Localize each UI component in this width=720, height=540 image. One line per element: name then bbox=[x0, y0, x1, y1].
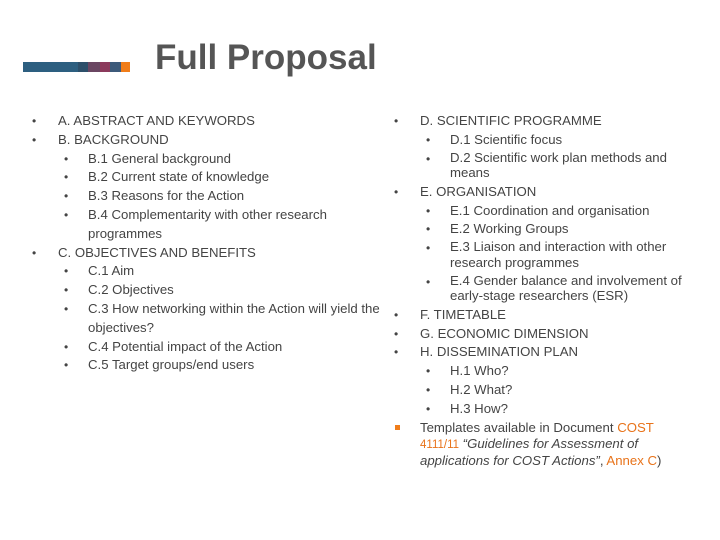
bullet-icon: • bbox=[394, 184, 399, 199]
bullet-icon: • bbox=[32, 114, 37, 128]
orange-square-bullet-icon bbox=[395, 425, 400, 430]
list-item-text: E.3 Liaison and interaction with other research programmes bbox=[450, 239, 667, 270]
bullet-icon: • bbox=[64, 189, 69, 204]
list-item-text: C.1 Aim bbox=[88, 263, 135, 279]
annex-link[interactable]: Annex C bbox=[606, 452, 658, 468]
list-item-text: G. ECONOMIC DIMENSION bbox=[420, 325, 589, 341]
list-item-text: C.5 Target groups/end users bbox=[88, 357, 255, 373]
list-item-text: D.2 Scientific work plan methods and means bbox=[450, 149, 667, 181]
list-item bbox=[30, 338, 390, 357]
list-item bbox=[30, 281, 390, 300]
list-item-text: H.3 How? bbox=[450, 400, 508, 416]
doc-title: “Guidelines for Assessment of applications for COST Actions” bbox=[420, 435, 639, 468]
list-item-text: E. ORGANISATION bbox=[420, 183, 537, 199]
list-item-text: C.4 Potential impact of the Action bbox=[88, 338, 283, 354]
list-item-text: E.4 Gender balance and involvement of early-stage researchers (ESR) bbox=[450, 272, 682, 304]
list-item bbox=[30, 206, 358, 244]
list-item bbox=[392, 131, 692, 150]
list-item-text: B.2 Current state of knowledge bbox=[88, 169, 270, 185]
bullet-icon: • bbox=[426, 401, 431, 416]
color-bar-segment bbox=[110, 62, 121, 72]
bullet-icon: • bbox=[64, 264, 69, 279]
list-item-text: D. SCIENTIFIC PROGRAMME bbox=[420, 113, 602, 128]
list-item bbox=[30, 168, 390, 187]
page-title: Full Proposal bbox=[155, 38, 377, 77]
templates-note-suffix: ) bbox=[657, 452, 662, 468]
list-item bbox=[392, 306, 692, 325]
bullet-icon: • bbox=[426, 132, 431, 147]
list-item bbox=[392, 343, 692, 362]
list-item-text: D.1 Scientific focus bbox=[450, 131, 563, 147]
list-item bbox=[392, 150, 682, 183]
bullet-icon: • bbox=[32, 132, 37, 147]
bullet-icon: • bbox=[64, 151, 69, 166]
doc-ref-number-link[interactable]: 4111/11 bbox=[420, 438, 460, 451]
list-item bbox=[392, 381, 692, 400]
color-bar-segment bbox=[100, 62, 110, 72]
list-item-text: H.2 What? bbox=[450, 382, 513, 398]
list-item-text: F. TIMETABLE bbox=[420, 306, 506, 322]
list-item bbox=[392, 273, 692, 306]
bullet-icon: • bbox=[64, 339, 69, 354]
list-item-text: C.2 Objectives bbox=[88, 282, 174, 298]
templates-note-comma: , bbox=[599, 452, 607, 468]
bullet-icon: • bbox=[64, 301, 69, 316]
list-item bbox=[30, 300, 390, 338]
bullet-icon: • bbox=[426, 203, 431, 218]
list-item bbox=[30, 262, 390, 281]
list-item bbox=[392, 325, 692, 344]
list-item-text: H. DISSEMINATION PLAN bbox=[420, 344, 579, 360]
bullet-icon: • bbox=[64, 207, 69, 222]
bullet-icon: • bbox=[426, 151, 431, 166]
list-item bbox=[392, 112, 692, 131]
bullet-icon: • bbox=[426, 241, 431, 256]
bullet-icon: • bbox=[394, 114, 399, 128]
list-item-text: B.3 Reasons for the Action bbox=[88, 188, 245, 204]
list-item-text: A. ABSTRACT AND KEYWORDS bbox=[58, 113, 255, 128]
bullet-icon: • bbox=[394, 326, 399, 341]
bullet-icon: • bbox=[426, 364, 431, 379]
color-bar-segment bbox=[88, 62, 100, 72]
color-bar-segment bbox=[121, 62, 130, 72]
color-bar-segment bbox=[23, 62, 78, 72]
list-item-text: H.1 Who? bbox=[450, 363, 509, 379]
bullet-icon: • bbox=[426, 274, 431, 289]
list-item-text: B.4 Complementarity with other research programmes bbox=[88, 206, 327, 241]
templates-note-prefix: Templates available in Document bbox=[420, 419, 618, 435]
color-bar-segment bbox=[78, 62, 88, 72]
list-item bbox=[30, 356, 390, 375]
bullet-icon: • bbox=[426, 222, 431, 237]
list-item-text: B.1 General background bbox=[88, 150, 231, 166]
header-color-bar bbox=[23, 62, 130, 72]
bullet-icon: • bbox=[394, 345, 399, 360]
list-item-text: E.2 Working Groups bbox=[450, 221, 569, 237]
list-item bbox=[392, 400, 692, 419]
bullet-icon: • bbox=[32, 245, 37, 260]
list-item bbox=[392, 202, 692, 221]
list-item bbox=[392, 183, 692, 202]
list-item-text: C.3 How networking within the Action will yield the objectives? bbox=[88, 300, 380, 335]
doc-ref-link[interactable]: COST bbox=[617, 419, 654, 435]
list-item-text: B. BACKGROUND bbox=[58, 131, 169, 147]
bullet-icon: • bbox=[394, 307, 399, 322]
list-item bbox=[30, 131, 390, 150]
right-outline-list bbox=[392, 112, 692, 469]
list-item bbox=[392, 362, 692, 381]
bullet-icon: • bbox=[426, 383, 431, 398]
templates-note bbox=[392, 419, 692, 469]
list-item bbox=[30, 244, 390, 263]
list-item bbox=[392, 220, 692, 239]
list-item-text: C. OBJECTIVES AND BENEFITS bbox=[58, 244, 256, 260]
list-item bbox=[30, 187, 390, 206]
bullet-icon: • bbox=[64, 170, 69, 185]
bullet-icon: • bbox=[64, 283, 69, 298]
list-item bbox=[392, 239, 682, 272]
list-item bbox=[30, 150, 390, 169]
left-outline-list bbox=[30, 112, 390, 375]
bullet-icon: • bbox=[64, 358, 69, 373]
list-item-text: E.1 Coordination and organisation bbox=[450, 202, 650, 218]
list-item bbox=[30, 112, 390, 131]
